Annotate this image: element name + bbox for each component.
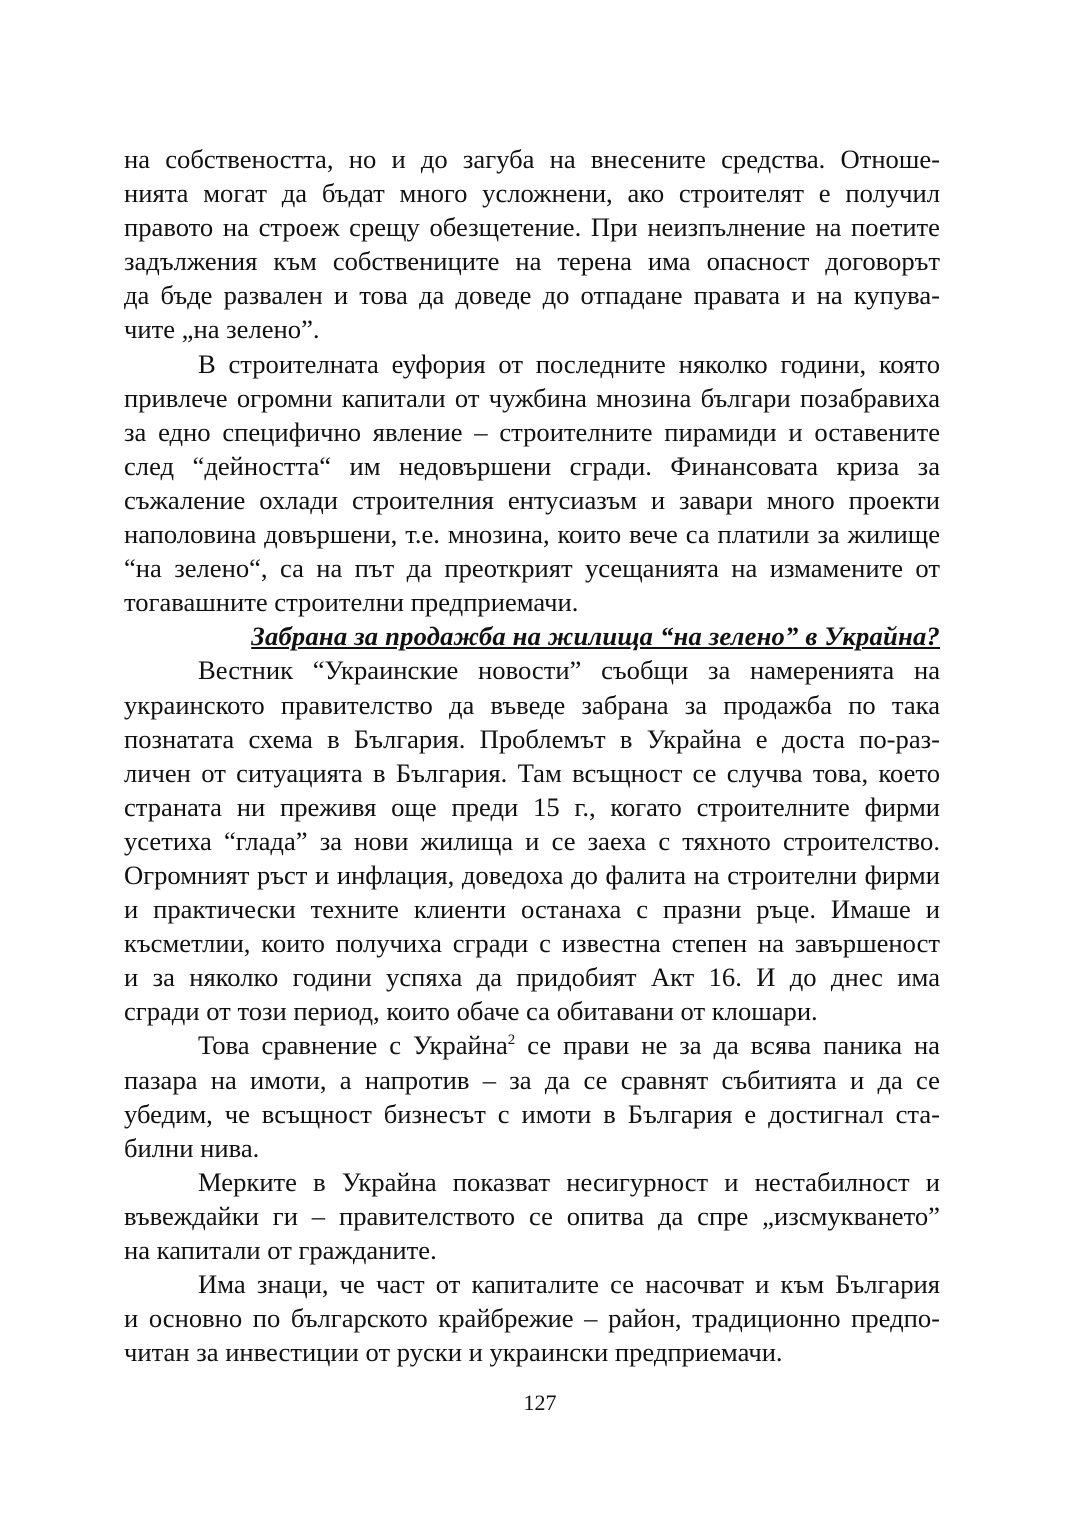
text-fragment: се прави не за да всява паника на bbox=[515, 1030, 940, 1061]
text-line: тогавашните строителни предприемачи. bbox=[124, 587, 579, 618]
page-number: 127 bbox=[523, 1390, 557, 1415]
text-line: Вестник “Украинские новости” съобщи за намеренията на bbox=[198, 655, 940, 686]
text-line: и за няколко години успяха да придобият Акт 16. И до днес има bbox=[124, 962, 940, 993]
text-line: Има знаци, че част от капиталите се насочват и към България bbox=[198, 1269, 940, 1300]
footnote-reference: 2 bbox=[507, 1032, 516, 1049]
text-line: билни нива. bbox=[124, 1132, 260, 1163]
text-line: читан за инвестиции от руски и украински предприемачи. bbox=[124, 1337, 783, 1368]
text-line: усетиха “глада” за нови жилища и се заеха с тяхното строителство. bbox=[124, 825, 940, 856]
text-line bbox=[124, 1028, 940, 1062]
text-line: убедим, че всъщност бизнесът с имоти в България е достигнал ста- bbox=[124, 1098, 940, 1129]
text-line: въвеждайки ги – правителството се опитва да спре „изсмукването” bbox=[124, 1200, 940, 1231]
text-line: да бъде развален и това да доведе до отпадане правата и на купува- bbox=[124, 280, 940, 311]
text-line: “на зелено“, са на път да преоткрият усещанията на измамените от bbox=[124, 553, 940, 584]
text-line: на капитали от гражданите. bbox=[124, 1235, 437, 1265]
text-line: на собствеността, но и до загуба на внесените средства. Отноше- bbox=[124, 144, 940, 174]
text-line: правото на строеж срещу обезщетение. При неизпълнение на поетите bbox=[124, 212, 940, 243]
text-line: и практически техните клиенти останаха с празни ръце. Имаше и bbox=[124, 894, 940, 925]
text-line: пазара на имоти, а напротив – за да се сравнят събитията и да се bbox=[124, 1064, 940, 1095]
text-line: сгради от този период, които обаче са обитавани от клошари. bbox=[124, 996, 818, 1027]
text-line: украинското правителство да въведе забрана за продажба по така bbox=[124, 689, 940, 720]
text-line: Огромният ръст и инфлация, доведоха до фалита на строителни фирми bbox=[124, 859, 940, 890]
paragraph-comparison bbox=[124, 1028, 940, 1164]
text-line: Мерките в Украйна показват несигурност и нестабилност и bbox=[198, 1166, 940, 1197]
body-text bbox=[124, 142, 940, 1369]
paragraph-ukraine-news bbox=[124, 653, 940, 1028]
text-line: съжаление охлади строителния ентусиазъм и завари много проекти bbox=[124, 484, 940, 515]
section-heading: Забрана за продажба на жилища “на зелено” в Украйна? bbox=[251, 621, 940, 652]
text-line: за едно специфично явление – строителните пирамиди и оставените bbox=[124, 416, 940, 447]
text-line: В строителната еуфория от последните няколко години, която bbox=[198, 348, 940, 379]
text-line: и основно по българското крайбрежие – район, традиционно предпо- bbox=[124, 1303, 940, 1334]
text-line: след “дейността“ им недовършени сгради. Финансовата криза за bbox=[124, 450, 940, 481]
text-fragment: Това сравнение с Украйна bbox=[198, 1030, 508, 1061]
text-line: личен от ситуацията в България. Там всъщност се случва това, което bbox=[124, 757, 940, 788]
text-line: задължения към собствениците на терена има опасност договорът bbox=[124, 246, 940, 277]
text-line: късметлии, които получиха сгради с известна степен на завършеност bbox=[124, 928, 940, 959]
text-line: страната ни преживя още преди 15 г., когато строителните фирми bbox=[124, 791, 940, 822]
text-line: познатата схема в България. Проблемът в Украйна е доста по-раз- bbox=[124, 723, 940, 754]
text-line: наполовина довършени, т.е. мнозина, които вече са платили за жилище bbox=[124, 519, 940, 550]
paragraph-ownership-risks bbox=[124, 142, 940, 347]
paragraph-measures bbox=[124, 1165, 940, 1267]
text-line: нията могат да бъдат много усложнени, ако строителят е получил bbox=[124, 178, 940, 209]
text-line: чите „на зелено”. bbox=[124, 314, 320, 345]
paragraph-capital-flows bbox=[124, 1267, 940, 1369]
paragraph-construction-pyramids bbox=[124, 347, 940, 620]
text-line: привлече огромни капитали от чужбина мнозина българи позабравиха bbox=[124, 382, 940, 413]
